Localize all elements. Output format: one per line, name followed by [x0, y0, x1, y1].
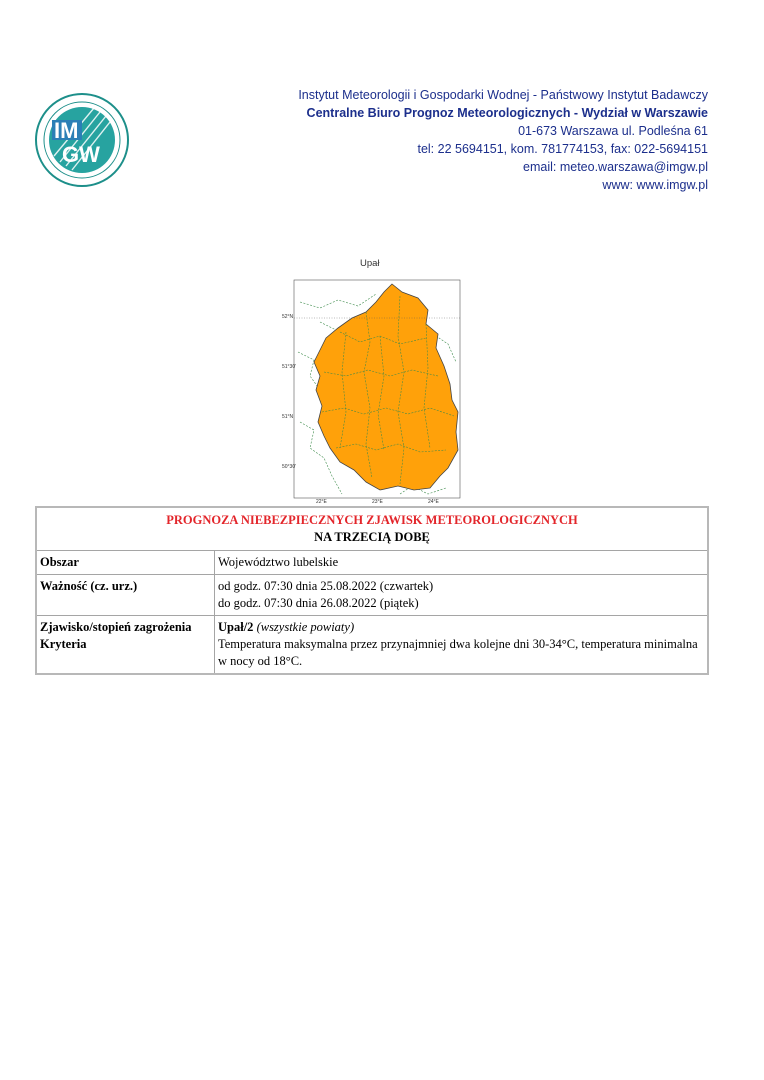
warning-map: [280, 272, 466, 504]
lat-tick-1: 52°N: [282, 314, 294, 320]
table-row-validity: [36, 575, 708, 616]
criteria-value: Temperatura maksymalna przez przynajmniej dwa kolejne dni 30-34°C, temperatura minimalna w nocy od 18°C.: [218, 637, 698, 668]
table-header-cell: [36, 507, 708, 551]
header-office-name: Centralne Biuro Prognoz Meteorologicznych - Wydział w Warszawie: [306, 106, 708, 120]
criteria-label: Kryteria: [40, 637, 87, 651]
phenomenon-value: Upał/2: [218, 620, 254, 634]
header-phone: tel: 22 5694151, kom. 781774153, fax: 022-5694151: [417, 142, 708, 156]
table-row-area: [36, 551, 708, 575]
validity-label: Ważność (cz. urz.): [36, 575, 215, 616]
header-institute-name: Instytut Meteorologii i Gospodarki Wodnej - Państwowy Instytut Badawczy: [298, 88, 708, 102]
header-website: www: www.imgw.pl: [602, 178, 708, 192]
phenomenon-labels: [36, 616, 215, 675]
validity-from: od godz. 07:30 dnia 25.08.2022 (czwartek): [218, 579, 434, 593]
lon-tick-1: 22°E: [316, 499, 327, 504]
phenomenon-label: Zjawisko/stopień zagrożenia: [40, 620, 192, 634]
lat-tick-4: 50°30': [282, 464, 297, 470]
warning-subtitle: NA TRZECIĄ DOBĘ: [314, 530, 430, 544]
header-address: 01-673 Warszawa ul. Podleśna 61: [518, 124, 708, 138]
warning-table: [35, 506, 709, 675]
lon-tick-3: 24°E: [428, 499, 439, 504]
phenomenon-scope: (wszystkie powiaty): [256, 620, 355, 634]
area-value: Województwo lubelskie: [215, 551, 709, 575]
lon-tick-2: 23°E: [372, 499, 383, 504]
validity-value: [215, 575, 709, 616]
table-header-row: [36, 507, 708, 551]
phenomenon-cell: [215, 616, 709, 675]
imgw-seal-logo-icon: [34, 92, 130, 188]
institute-header: [298, 86, 708, 194]
lat-tick-2: 51°30': [282, 364, 297, 370]
table-row-phenomenon: [36, 616, 708, 675]
area-label: Obszar: [36, 551, 215, 575]
logo-text-bottom: GW: [62, 142, 100, 167]
warning-title: PROGNOZA NIEBEZPIECZNYCH ZJAWISK METEOROLOGICZNYCH: [166, 513, 578, 527]
lat-tick-3: 51°N: [282, 414, 294, 420]
logo-text-top: IM: [54, 118, 79, 143]
header-email: email: meteo.warszawa@imgw.pl: [523, 160, 708, 174]
validity-to: do godz. 07:30 dnia 26.08.2022 (piątek): [218, 596, 419, 610]
map-title: Upał: [360, 258, 380, 269]
